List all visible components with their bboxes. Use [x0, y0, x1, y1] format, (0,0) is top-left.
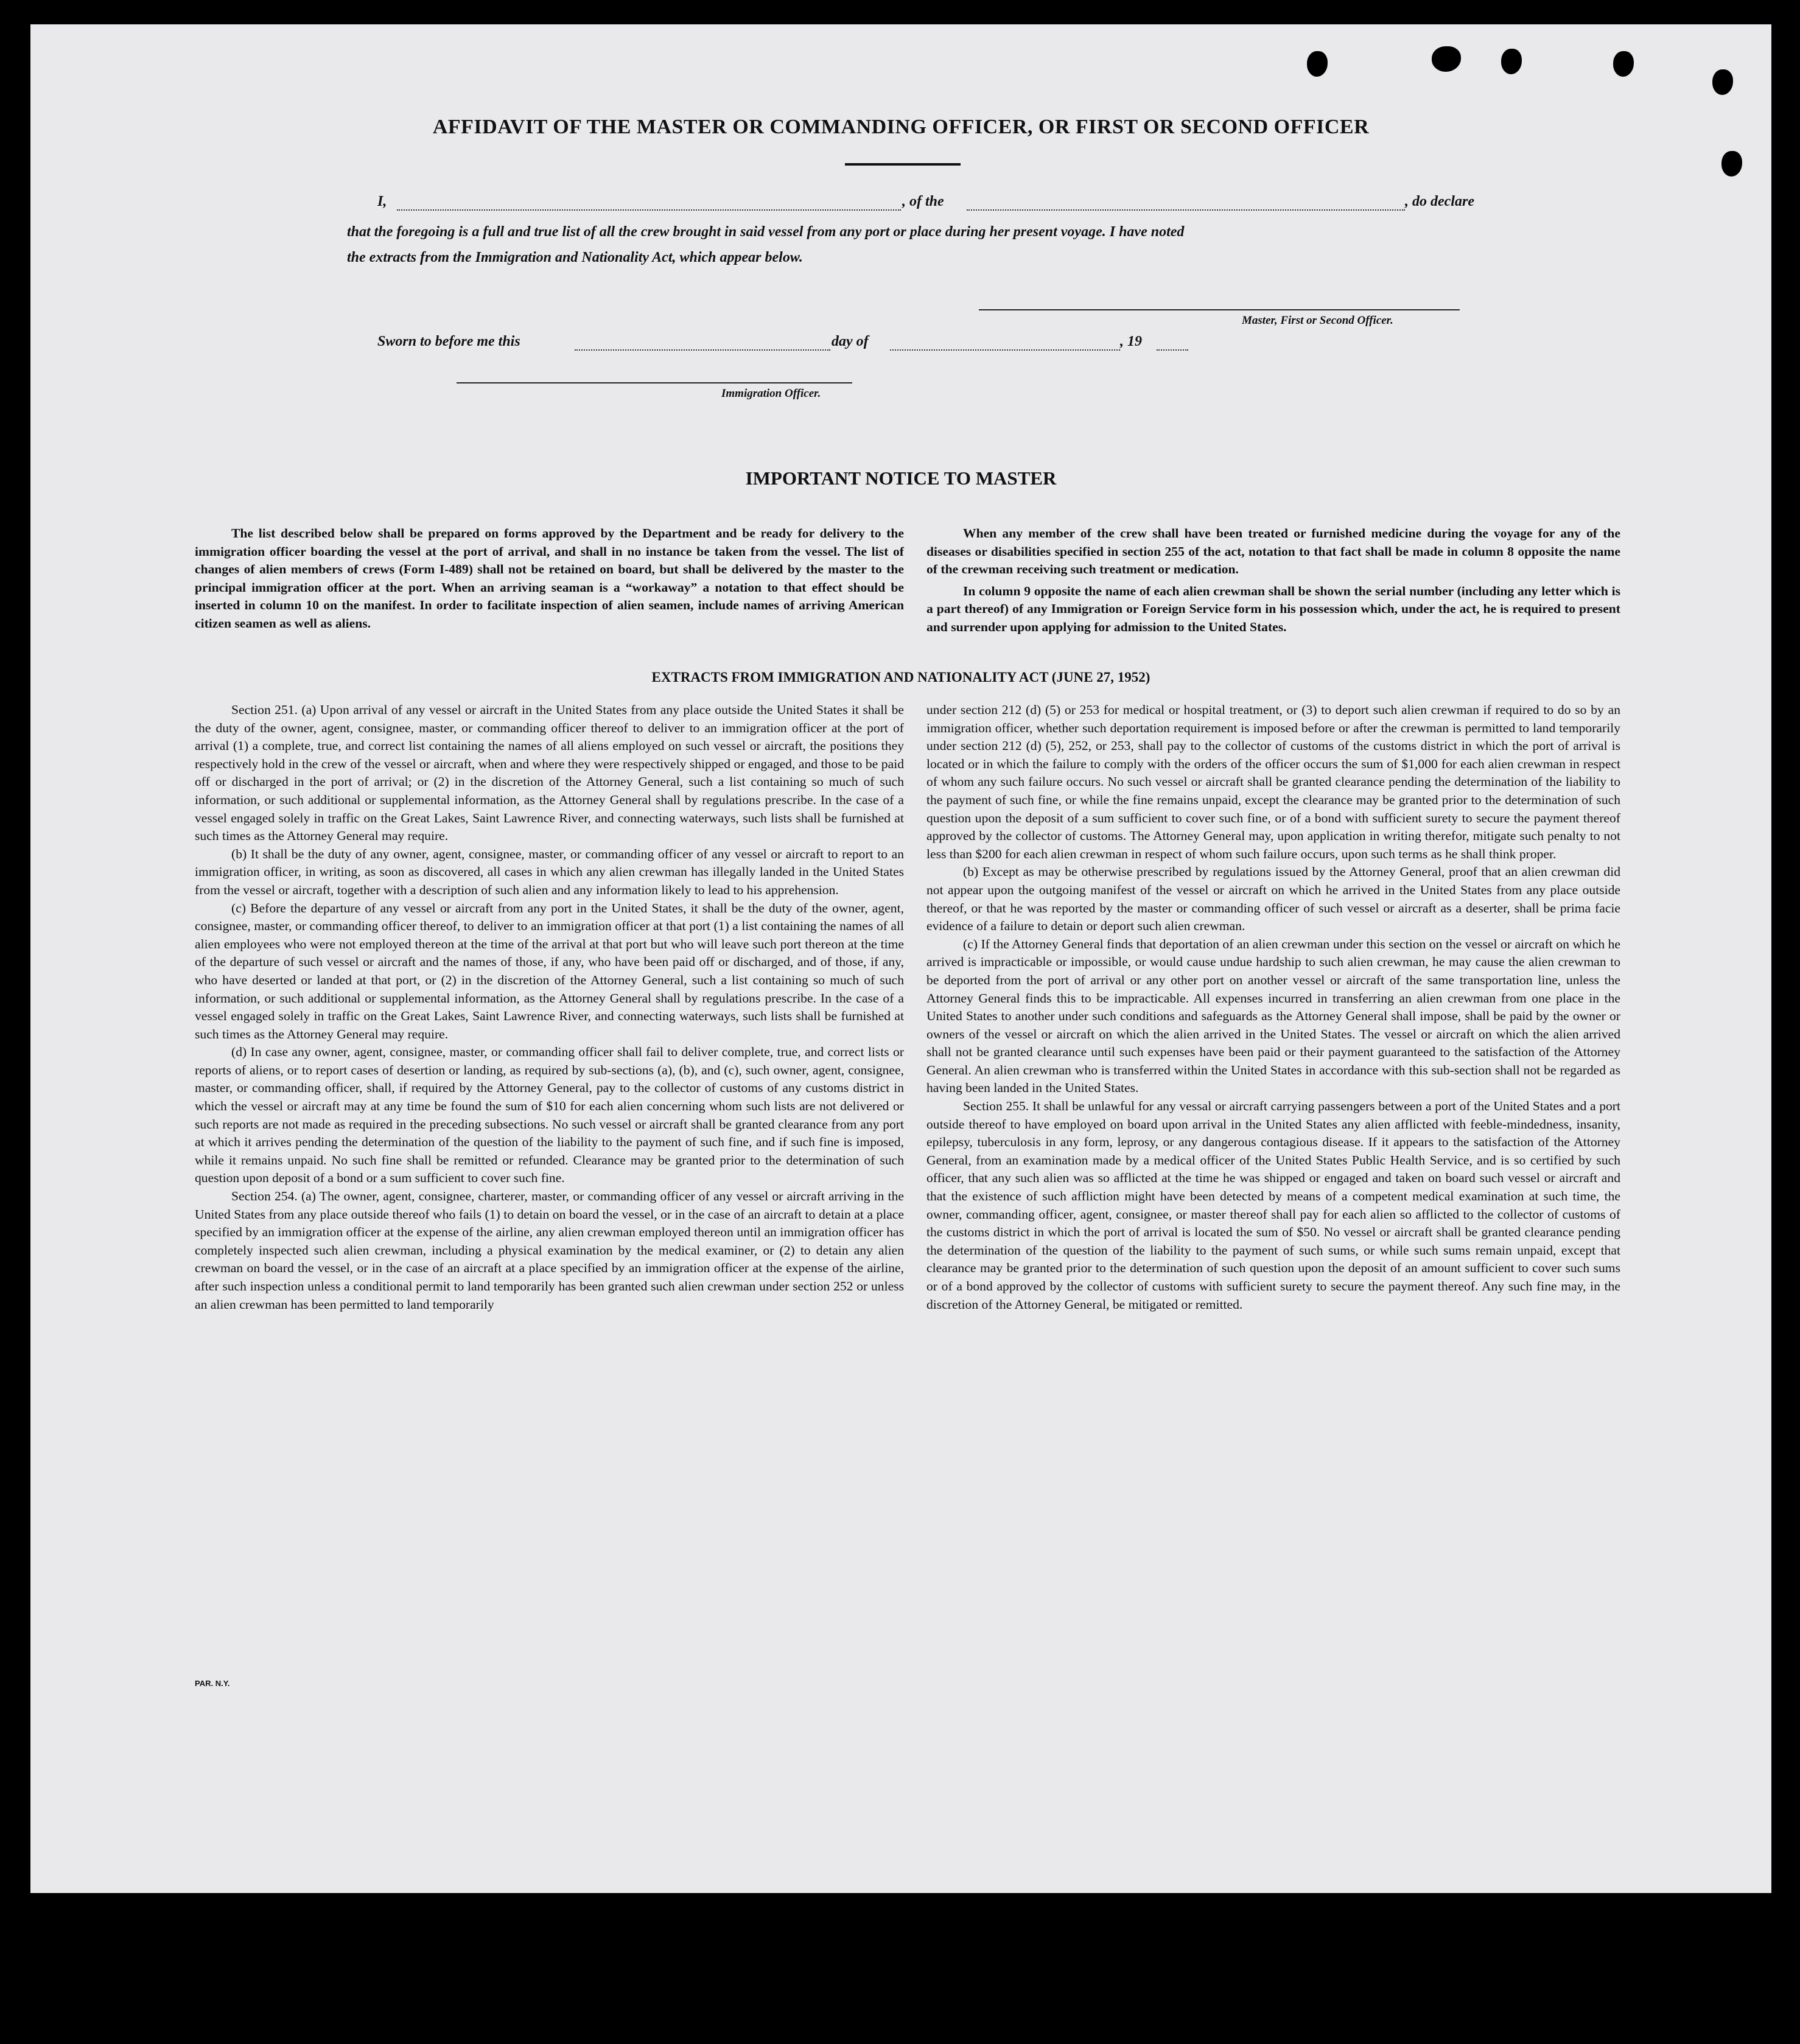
document-page: [30, 24, 1771, 1893]
printer-mark: PAR. N.Y.: [195, 1679, 230, 1688]
notice-paragraph: In column 9 opposite the name of each alien crewman shall be shown the serial number (including any letter which is a part thereof) of any Immigration or Foreign Service form in his possession which, under the act, he is required to present and surrender upon applying for admission to the United States.: [926, 583, 1620, 634]
notice-heading: IMPORTANT NOTICE TO MASTER: [745, 467, 1057, 489]
extract-paragraph: Section 255. It shall be unlawful for any vessal or aircraft carrying passengers between a port of the United States and a port outside thereof to have employed on board upon arrival in the United States any alien afflicted with feeble-mindedness, insanity, epilepsy, tuberculosis in any form, leprosy, or any dangerous contagious disease. If it appears to the satisfaction of the Attorney General, from an examination made by a medical officer of the United States Public Health Service, and is so certified by such officer, that any such alien was so afflicted at the time he was shipped or engaged and taken on board such vessel or aircraft and that the existence of such affliction might have been detected by means of a competent medical examination at such time, the owner, commanding officer, agent, consignee, or master thereof shall pay for each alien so afflicted to the collector of customs of the customs district in which the port of arrival is located the sum of $50. No vessel or aircraft shall be granted clearance pending the determination of the question of the liability to the payment of such sums, or while such sums remain unpaid, except that clearance may be granted prior to the determination of such question upon the deposit of an amount sufficient to cover such sums or of a bond approved by the collector of customs with sufficient surety to secure the payment thereof. Any such fine may, in the discretion of the Attorney General, be mitigated or remitted.: [926, 1099, 1620, 1312]
officer-caption: Immigration Officer.: [721, 387, 821, 400]
punch-hole: [1432, 46, 1461, 72]
affidavit-of-the-label: , of the: [902, 194, 944, 209]
affidavit-statement-line: the extracts from the Immigration and Nationality Act, which appear below.: [347, 250, 803, 265]
sworn-label: Sworn to before me this: [377, 334, 520, 349]
extract-paragraph: (c) If the Attorney General finds that deportation of an alien crewman under this section on the vessel or aircraft on which he arrived is impracticable or impossible, or would cause undue hardship to such alien crewman, he may cause the alien crewman to be deported from the port of arrival or any other port on another vessel or aircraft of the same transportation line, unless the Attorney General finds this to be impracticable. All expenses incurred in transferring an alien crewman from one place in the United States to another under such conditions and safeguards as the Attorney General shall impose, shall be paid by the owner or owners of the vessel or aircraft on which the alien arrived in the United States. The vessel or aircraft on which the alien arrived shall not be granted clearance until such expenses have been paid or their payment guaranteed to the satisfaction of the Attorney General. An alien crewman who is transferred within the United States in accordance with this sub-section shall not be regarded as having been landed in the United States.: [926, 936, 1620, 1096]
extracts-right-column: [926, 701, 1620, 1314]
extract-paragraph: under section 212 (d) (5) or 253 for medical or hospital treatment, or (3) to deport such alien crewman if required to do so by an immigration officer, whether such deportation requirement is imposed before or after the crewman is permitted to land temporarily under section 212 (d) (5), 252, or 253, shall pay to the collector of customs of the customs district in which the port of arrival is located or in which the failure to comply with the orders of the officer occurs the sum of $1,000 for each alien crewman in respect of whom any such failure occurs. No such vessel or aircraft shall be granted clearance pending the determination of the liability to the payment of such fine, or while the fine remains unpaid, except the clearance may be granted prior to the determination of such question upon the deposit of a sum sufficient to cover such fine, or of a bond with sufficient surety to secure the payment thereof approved by the collector of customs. The Attorney General may, upon application in writing therefor, mitigate such penalty to not less than $200 for each alien crewman in respect of whom such failure occurs, upon such terms as he shall think proper.: [926, 702, 1620, 861]
extract-paragraph: Section 254. (a) The owner, agent, consignee, charterer, master, or commanding officer of any vessel or aircraft arriving in the United States from any place outside thereof who fails (1) to detain on board the vessel, or in the case of an aircraft to detain at a place specified by an immigration officer at the expense of the airline, any alien crewman employed thereon until an immigration officer has completely inspected such alien crewman, including a physical examination by the medical examiner, or (2) to detain any alien crewman on board the vessel, or in the case of an aircraft at a place specified by an immigration officer at the expense of the airline, after such inspection unless a conditional permit to land temporarily has been granted such alien crewman under section 252 or unless an alien crewman has been permitted to land temporarily: [195, 1189, 904, 1312]
name-blank: [397, 208, 901, 211]
extract-paragraph: (b) Except as may be otherwise prescribed by regulations issued by the Attorney General, proof that an alien crewman did not appear upon the outgoing manifest of the vessel or aircraft on which he arrived in the United States from any place outside thereof, or that he was reported by the master or commanding officer of such vessel or aircraft as a deserter, shall be prima facie evidence of a failure to detain or deport such alien crewman.: [926, 864, 1620, 934]
sworn-day-blank: [575, 348, 830, 351]
affidavit-statement-line: that the foregoing is a full and true list of all the crew brought in said vessel from any port or place during her present voyage. I have noted: [347, 224, 1185, 240]
punch-hole: [1721, 151, 1742, 177]
punch-hole: [1501, 49, 1522, 74]
affidavit-declare-label: , do declare: [1405, 194, 1474, 209]
extracts-left-column: [195, 701, 904, 1314]
vessel-blank: [967, 208, 1405, 211]
extract-paragraph: Section 251. (a) Upon arrival of any vessel or aircraft in the United States from any place outside the United States it shall be the duty of the owner, agent, consignee, master, or commanding officer thereof to deliver to an immigration officer at the port of arrival (1) a complete, true, and correct list containing the names of all aliens employed on such vessel or aircraft, the positions they respectively hold in the crew of the vessel or aircraft, when and where they were respectively shipped or engaged, and those to be paid off or discharged in the port of arrival; or (2) in the discretion of the Attorney General, such a list containing so much of such information, or such additional or supplemental information, as the Attorney General shall by regulations prescribe. In the case of a vessel engaged solely in traffic on the Great Lakes, Saint Lawrence River, and connecting waterways, such lists shall be furnished at such times as the Attorney General may require.: [195, 702, 904, 844]
master-signature-line: [979, 309, 1460, 310]
punch-hole: [1307, 51, 1328, 77]
year-label: , 19: [1120, 334, 1142, 349]
extract-paragraph: (c) Before the departure of any vessel or aircraft from any port in the United States, it shall be the duty of the owner, agent, consignee, master, or commanding officer thereof, to deliver to an immigration officer at that port (1) a list containing the names of all alien employees who were not employed thereon at the time of the arrival at that port but who will leave such port thereon at the time of the departure of such vessel or aircraft and the names of those, if any, who have been paid off or discharged, and of those, if any, who have deserted or landed at that port, or (2) in the discretion of the Attorney General, such a list containing so much of such information, or such additional or supplemental information, as the Attorney General shall by regulations prescribe. In the case of a vessel engaged solely in traffic on the Great Lakes, Saint Lawrence River, and connecting waterways, such lists shall be furnished at such times as the Attorney General may require.: [195, 900, 904, 1041]
master-caption: Master, First or Second Officer.: [1242, 314, 1393, 327]
year-blank: [1157, 348, 1188, 351]
notice-paragraph: The list described below shall be prepared on forms approved by the Department and be ready for delivery to the immigration officer boarding the vessel at the port of arrival, and shall in no instance be taken from the vessel. The list of changes of alien members of crews (Form I-489) shall not be retained on board, but shall be delivered by the master to the principal immigration officer at the port. When an arriving seaman is a “workaway” a notation to that effect should be inserted in column 10 on the manifest. In order to facilitate inspection of alien seamen, include names of arriving American citizen seamen as well as aliens.: [195, 526, 904, 631]
extract-paragraph: (d) In case any owner, agent, consignee, master, or commanding officer shall fail to deliver complete, true, and correct lists or reports of aliens, or to report cases of desertion or landing, as required by sub-sections (a), (b), and (c), such owner, agent, consignee, master, or commanding officer, shall, if required by the Attorney General, pay to the collector of customs of any customs district in which the vessel or aircraft may at any time be found the sum of $10 for each alien concerning whom such lists are not delivered or such reports are not made as required in the preceding subsections. No such vessel or aircraft shall be granted clearance from any port at which it arrives pending the determination of the question of the liability to the payment of such fine, and if such fine is imposed, while it remains unpaid. No such fine shall be remitted or refunded. Clearance may be granted prior to the determination of such question upon deposit of a bond or a sum sufficient to cover such fine.: [195, 1045, 904, 1186]
title-rule: [845, 163, 961, 166]
punch-hole: [1613, 51, 1634, 77]
punch-hole: [1712, 69, 1733, 95]
affidavit-title: AFFIDAVIT OF THE MASTER OR COMMANDING OFFICER, OR FIRST OR SECOND OFFICER: [432, 116, 1370, 138]
notice-left-column: [195, 525, 904, 633]
notice-right-column: [926, 525, 1620, 637]
extract-paragraph: (b) It shall be the duty of any owner, agent, consignee, master, or commanding officer of any vessel or aircraft to report to an immigration officer, in writing, as soon as discovered, all cases in which any alien crewman has illegally landed in the United States from the vessel or aircraft, together with a description of such alien and any information likely to lead to his apprehension.: [195, 846, 904, 897]
month-blank: [890, 348, 1120, 351]
notice-paragraph: When any member of the crew shall have been treated or furnished medicine during the voyage for any of the diseases or disabilities specified in section 255 of the act, notation to that fact shall be made in column 8 opposite the name of the crewman receiving such treatment or medication.: [926, 526, 1620, 577]
affidavit-i-label: I,: [377, 194, 387, 209]
day-of-label: day of: [832, 334, 869, 349]
extracts-heading: EXTRACTS FROM IMMIGRATION AND NATIONALITY ACT (JUNE 27, 1952): [651, 670, 1150, 685]
officer-signature-line: [457, 382, 852, 383]
